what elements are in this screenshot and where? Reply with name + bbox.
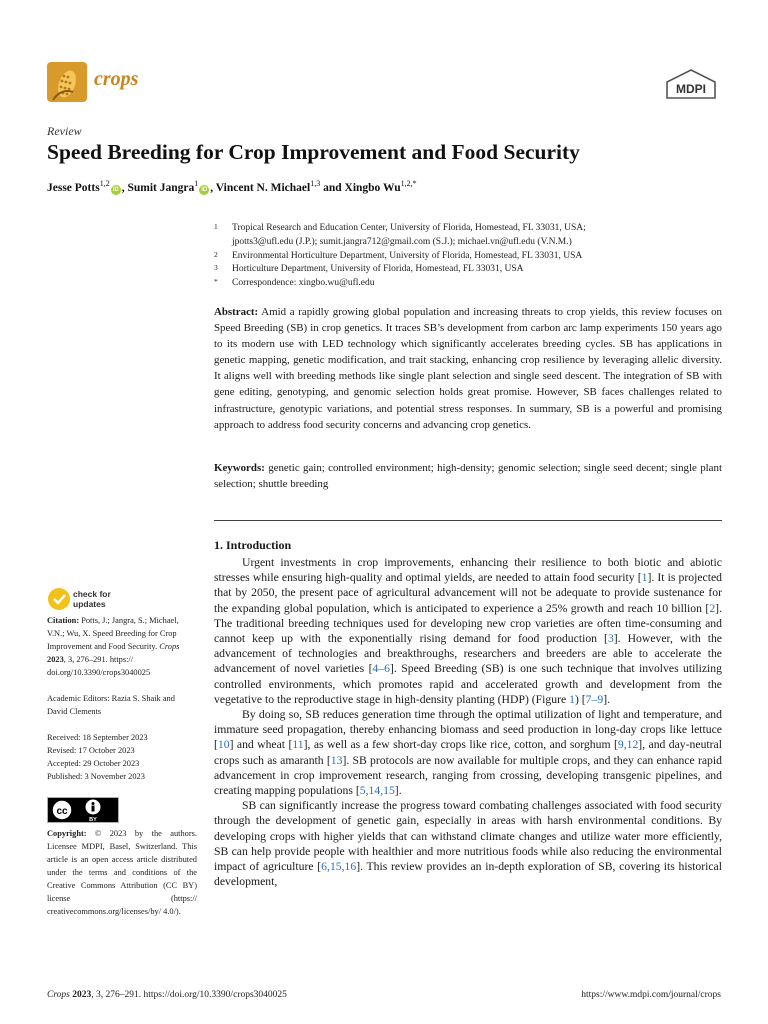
affiliation-text: Correspondence: xingbo.wu@ufl.edu [232, 278, 375, 288]
citation-rest[interactable]: , 3, 276–291. https:// doi.org/10.3390/crops3040025 [47, 655, 151, 677]
citation-journal: Crops [159, 642, 180, 651]
author-name[interactable]: Vincent N. Michael [215, 181, 311, 194]
reference-link[interactable]: 9,12 [617, 738, 639, 752]
accepted-date: Accepted: 29 October 2023 [47, 759, 140, 768]
author-affiliation-sup: 1 [194, 179, 199, 188]
author-name[interactable]: Sumit Jangra [127, 181, 195, 194]
copyright [47, 827, 197, 918]
section-heading: 1. Introduction [214, 538, 292, 552]
keywords-label: Keywords: [214, 462, 265, 474]
intro-text: ) [ [574, 692, 586, 706]
reference-link[interactable]: 2 [709, 601, 716, 615]
academic-editors: Academic Editors: Razia S. Shaik and David Clements [47, 694, 175, 716]
citation [47, 614, 197, 679]
citation-label: Citation: [47, 616, 80, 625]
reference-link[interactable]: 6,15,16 [321, 860, 357, 874]
author-name[interactable]: Jesse Potts [47, 181, 100, 194]
by-label: BY [89, 817, 97, 823]
reference-link[interactable]: 13 [330, 753, 343, 767]
cc-by-license-icon[interactable] [47, 797, 119, 823]
keywords-text: genetic gain; controlled environment; high-density; genomic selection; single seed decent; single plant selection; shuttle breeding [214, 462, 722, 491]
revised-date: Revised: 17 October 2023 [47, 746, 135, 755]
abstract-text: Amid a rapidly growing global population and increasing threats to crop yields, this review focuses on Speed Breeding (SB) in crop genetics. It traces SB’s development from carbon arc lamp experiments 150 years ago to its modern use with LED technology which significantly accelerates breeding cycles. SB has applications in genetic mapping, genetic modification, and trait stacking, enhancing crop resilience by leveraging allelic diversity. It aligns well with breeding methods like single plant selection and single seed descent. The integration of SB with gene editing, genotyping, and genomic selection holds great promise. However, SB faces challenges related to infrastructure, genotypic variations, and potential stress responses. In summary, SB is a powerful and promising approach to address food security concerns and advancing crop genetics. [214, 306, 722, 431]
intro-text: ], as well as a few short-day crops like rice, cotton, and sorghum [ [303, 738, 618, 752]
intro-text: ]. [603, 692, 611, 706]
author-list [47, 179, 417, 195]
author-name[interactable]: Xingbo Wu [344, 181, 401, 194]
reference-link[interactable]: 11 [292, 738, 304, 752]
mdpi-logo-icon [662, 68, 720, 102]
affiliation-number: 2 [214, 250, 218, 259]
abstract-label: Abstract: [214, 306, 259, 318]
intro-paragraph [214, 555, 722, 707]
published-date: Published: 3 November 2023 [47, 772, 145, 781]
intro-text: ]. However, with the advancement of technologies and breakthroughs, researchers and breeders are able to accelerate the advancement of novel varieties [ [214, 632, 722, 676]
page-title: Speed Breeding for Crop Improvement and Food Security [47, 140, 580, 164]
affiliation-text: Tropical Research and Education Center, University of Florida, Homestead, FL 33031, USA; [232, 223, 586, 233]
crops-logo-icon [47, 62, 87, 102]
intro-paragraph [214, 707, 722, 798]
section-divider [214, 520, 722, 521]
author-affiliation-sup: 1,2,* [400, 179, 417, 188]
intro-text: SB can significantly increase the progress toward combating challenges associated with food security through the development of genetic gain, especially in areas with harsh environmental conditions. By developing crops with higher yields that can withstand climate changes and utilize water more efficiently, SB can help provide people with healthier and more nutritious foods while also reducing the environmental impact of agriculture [ [214, 799, 722, 874]
intro-text: ]. SB protocols are now available for multiple crops, and they can enhance rapid advancement in crop improvement research, ranging from crossing, developing transgenic pipelines, and creating mapping populations [ [214, 753, 722, 798]
copyright-text: © 2023 by the authors. Licensee MDPI, Basel, Switzerland. This article is an open access article distributed under the terms and conditions of the Creative Commons Attribution (CC BY) license (https:// creativecommons.org/licenses/by/ 4.0/). [47, 829, 198, 916]
reference-link[interactable]: 10 [217, 738, 230, 752]
cc-label: cc [56, 806, 68, 817]
affiliation-number: 3 [214, 263, 218, 272]
citation-text: Potts, J.; Jangra, S.; Michael, V.N.; Wu, X. Speed Breeding for Crop Improvement and Food Security. [47, 616, 179, 651]
orcid-icon[interactable]: iD [201, 186, 208, 193]
affiliation-text: jpotts3@ufl.edu (J.P.); sumit.jangra712@gmail.com (S.J.); michael.vn@ufl.edu (V.N.M.) [232, 237, 572, 247]
keywords [214, 460, 722, 492]
author-affiliation-sup: 1,2 [99, 179, 110, 188]
reference-link[interactable]: 4–6 [372, 662, 390, 676]
intro-text: Urgent investments in crop improvements, enhancing their resilience to both biotic and abiotic stresses while ensuring high-quality and optimal yields, are needed to attain food security [ [214, 556, 722, 585]
reference-link[interactable]: 3 [607, 632, 614, 646]
orcid-icon[interactable]: iD [112, 186, 119, 193]
footer-year: 2023 [72, 990, 92, 1000]
intro-text: ]. It is projected that by 2050, the present pace of agricultural advancement will not be adequate to provide sustenance for the expanding global population, which is anticipated to experience a 25% growth and reach 10 billion [ [214, 571, 723, 615]
footer-citation [47, 990, 287, 1000]
check-updates-line1: check for [73, 589, 111, 599]
affiliation-text: Horticulture Department, University of Florida, Homestead, FL 33031, USA [232, 264, 524, 274]
footer-journal: Crops [47, 990, 70, 1000]
reference-link[interactable]: 7–9 [585, 692, 604, 706]
reference-link[interactable]: 1 [569, 692, 575, 706]
intro-text: ] and wheat [ [229, 738, 293, 752]
check-for-updates-badge[interactable] [47, 586, 157, 612]
article-type: Review [47, 124, 82, 138]
journal-name: crops [94, 68, 139, 90]
footer-journal-url[interactable]: https://www.mdpi.com/journal/crops [581, 990, 721, 1000]
author-separator: , [210, 181, 216, 194]
introduction-body [214, 555, 722, 889]
reference-link[interactable]: 1 [641, 571, 648, 585]
intro-text: ]. This review provides an in-depth exploration of SB, covering its historical development, [214, 860, 722, 889]
abstract [214, 304, 722, 433]
affiliation-number: * [214, 277, 218, 286]
affiliation-text: Environmental Horticulture Department, University of Florida, Homestead, FL 33031, USA [232, 251, 583, 261]
citation-year: 2023 [47, 655, 64, 664]
author-separator: and [320, 181, 345, 194]
intro-paragraph [214, 798, 722, 889]
copyright-label: Copyright: [47, 829, 87, 838]
intro-text: By doing so, SB reduces generation time through the optimal utilization of light and temperature, and immature seed propagation, thereby enhancing biomass and seed production in long-day crops like lettuce [ [214, 708, 722, 752]
received-date: Received: 18 September 2023 [47, 733, 148, 742]
intro-text: ], and day-neutral crops such as amaranth [ [214, 738, 722, 767]
footer-citation-rest[interactable]: , 3, 276–291. https://doi.org/10.3390/crops3040025 [91, 990, 287, 1000]
affiliation-number: 1 [214, 222, 218, 231]
intro-text: ]. Speed Breeding (SB) is one such technique that involves utilizing controlled environments, which promotes rapid and accelerated growth and development from the vegetative to the reproductive stage in high-density planting (HDP) (Figure [214, 662, 722, 706]
mdpi-logo-text: MDPI [676, 82, 706, 96]
author-affiliation-sup: 1,3 [310, 179, 321, 188]
check-updates-line2: updates [73, 599, 106, 609]
intro-text: ]. The traditional breeding techniques used for developing new crop varieties are often time-consuming and cannot keep up with the exponentially rising demand for food production [ [214, 601, 722, 646]
author-separator: , [121, 181, 128, 194]
reference-link[interactable]: 5,14,15 [359, 784, 395, 798]
intro-text: ]. [394, 784, 402, 798]
